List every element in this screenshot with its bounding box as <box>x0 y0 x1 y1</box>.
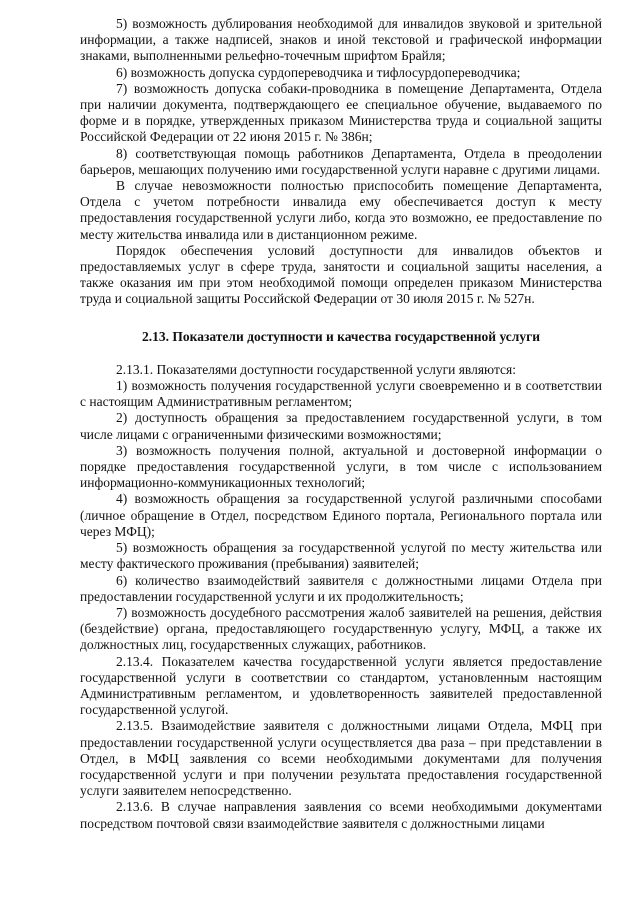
section-heading: 2.13. Показатели доступности и качества государственной услуги <box>142 328 540 344</box>
paragraph-indicator-4: 4) возможность обращения за государственной услугой различными способами (личное обращение в Отдел, посредством Единого портала, Регионального портала или через МФЦ); <box>80 491 602 539</box>
paragraph-2-13-5: 2.13.5. Взаимодействие заявителя с должностными лицами Отдела, МФЦ при предоставлении государственной услуги осуществляется два раза – при представлении в Отдел, в МФЦ заявления со всеми необходимыми документами для получения государственной услуги и при получении результата предоставления государственной услуги заявителем непосредственно. <box>80 718 602 799</box>
paragraph-2-13-6: 2.13.6. В случае направления заявления со всеми необходимыми документами посредством почтовой связи взаимодействие заявителя с должностными лицами <box>80 799 602 831</box>
paragraph-item-6-interpreter: 6) возможность допуска сурдопереводчика и тифлосурдопереводчика; <box>116 64 521 80</box>
paragraph-remote-access: В случае невозможности полностью приспособить помещение Департамента, Отдела с учетом потребности инвалида ему обеспечивается доступ к месту предоставления государственной услуги либо, когда это возможно, ее предоставление по месту жительства инвалида или в дистанционном режиме. <box>80 178 602 242</box>
paragraph-item-7-guide-dog: 7) возможность допуска собаки-проводника в помещение Департамента, Отдела при наличии документа, подтверждающего ее специальное обучение, выдаваемого по форме и в порядке, утвержденных приказом Министерства труда и социальной защиты Российской Федерации от 22 июня 2015 г. № 386н; <box>80 80 602 145</box>
paragraph-2-13-1: 2.13.1. Показателями доступности государственной услуги являются: <box>116 361 516 377</box>
paragraph-indicator-2: 2) доступность обращения за предоставлением государственной услуги, в том числе лицами с ограниченными физическими возможностями; <box>80 410 602 442</box>
paragraph-2-13-4: 2.13.4. Показателем качества государственной услуги является предоставление государственной услуги в соответствии со стандартом, установленным настоящим Административным регламентом, и удовлетворенность заявителей предоставленной государственной услугой. <box>80 653 602 718</box>
paragraph-indicator-6: 6) количество взаимодействий заявителя с должностными лицами Отдела при предоставлении государственной услуги и их продолжительность; <box>80 572 602 604</box>
paragraph-indicator-5: 5) возможность обращения за государственной услугой по месту жительства или месту фактического проживания (пребывания) заявителей; <box>80 540 602 572</box>
paragraph-indicator-3: 3) возможность получения полной, актуальной и достоверной информации о порядке предоставления государственной услуги, в том числе с использованием информационно-коммуникационных технологий; <box>80 442 602 491</box>
paragraph-indicator-1: 1) возможность получения государственной услуги своевременно и в соответствии с настоящим Административным регламентом; <box>80 378 602 410</box>
paragraph-item-8-assistance: 8) соответствующая помощь работников Департамента, Отдела в преодолении барьеров, мешающих получению ими государственной услуги наравне с другими лицами. <box>80 145 602 177</box>
document-page <box>80 16 602 832</box>
paragraph-item-5-braille: 5) возможность дублирования необходимой для инвалидов звуковой и зрительной информации, а также надписей, знаков и иной текстовой и графической информации знаками, выполненными рельефно-точечным шрифтом Брайля; <box>80 16 602 64</box>
paragraph-accessibility-order: Порядок обеспечения условий доступности для инвалидов объектов и предоставляемых услуг в сфере труда, занятости и социальной защиты населения, а также оказания им при этом необходимой помощи определен приказом Министерства труда и социальной защиты Российской Федерации от 30 июля 2015 г. № 527н. <box>80 242 602 307</box>
paragraph-indicator-7: 7) возможность досудебного рассмотрения жалоб заявителей на решения, действия (бездействие) органа, предоставляющего государственную услугу, МФЦ, а также их должностных лиц, государственных служащих, работников. <box>80 604 602 653</box>
